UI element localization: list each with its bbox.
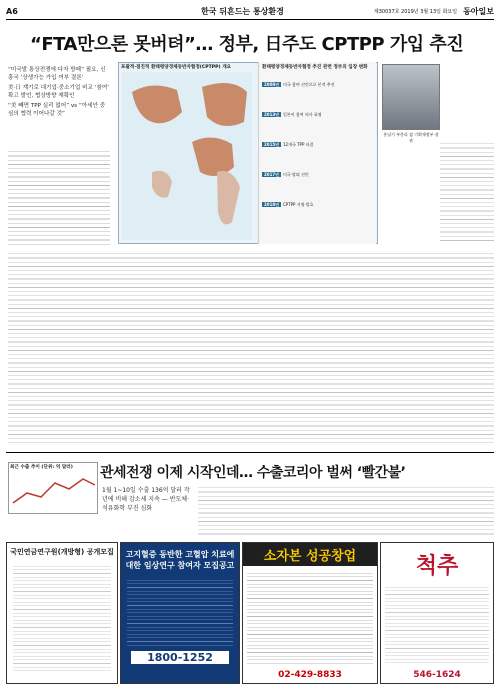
article-body	[8, 250, 494, 445]
page-header	[6, 4, 494, 20]
bullet-item: “미국발 통상전쟁에 다자 방패” 필요, 신흥국 ‘상생가능 가입 여부 결론’	[8, 67, 106, 81]
timeline-item: 2017년 미국 탈퇴 선언	[264, 172, 309, 177]
map-title: 포괄적·점진적 환태평양경제동반자협정(CPTPP) 개요	[121, 65, 232, 70]
ad-pension-research[interactable]: 국민연금연구원(개방형) 공개모집	[6, 542, 118, 684]
export-chart-svg	[9, 463, 99, 515]
section-title: 한국 뒤흔드는 통상환경	[201, 7, 284, 16]
bullet-item: “美 빼면 TPP 실리 없어” vs “아세안 중심의 협력 이어나갈 것”	[8, 103, 106, 117]
ad-clinical-trial[interactable]: 고지혈증 동반한 고혈압 치료에 대한 임상연구 참여자 모집공고 1800-1252	[120, 542, 240, 684]
issue-info: 제30037호 2019년 3월 13일 화요일	[373, 9, 458, 15]
main-headline: “FTA만으론 못버텨”… 정부, 日주도 CPTPP 가입 추진	[30, 34, 464, 55]
lead-text	[8, 148, 110, 246]
ad-spine-clinic[interactable]: 척추 546-1624	[380, 542, 494, 684]
world-map	[122, 72, 252, 240]
timeline-item: 2015년 12개국 TPP 타결	[264, 142, 314, 147]
chart-title: 최근 수출 추이 (단위: 억 달러)	[10, 465, 73, 470]
person-photo	[382, 64, 440, 130]
bullet-item: 美·日 계기로 대기업·중소기업 비교 ‘참여’ 확고 발언, 협상방향 재확인	[8, 85, 110, 99]
ad-startup[interactable]: 소자본 성공창업 02-429-8833	[242, 542, 378, 684]
section2-deck: 1월 1~10일 수출 136억 달러 작년에 비해 감소세 지속 — 반도체·석유화학 부진 심화	[102, 487, 190, 512]
section-divider	[6, 452, 494, 453]
section2-headline: 관세전쟁 이제 시작인데… 수출코리아 벌써 ‘빨간불’	[100, 465, 406, 481]
photo-caption: 홍남기 부총리 겸 기획재정부 장관	[383, 132, 439, 143]
export-line	[13, 479, 95, 503]
bullet-list	[8, 66, 110, 120]
timeline-item: 2018년 CPTPP 서명·발효	[264, 202, 314, 207]
timeline-item: 2013년 일본이 참여 의사 표명	[264, 112, 322, 117]
timeline-item: 2008년 미국 참여 선언으로 본격 추진	[264, 82, 335, 87]
paper-logo: 동아일보	[463, 7, 494, 16]
timeline-panel	[258, 62, 376, 244]
side-text	[440, 140, 494, 244]
page-number: A6	[6, 7, 18, 16]
timeline-title: 환태평양경제동반자협정 추진 관련 정부의 입장 변화	[262, 65, 368, 70]
section2-body	[198, 484, 494, 536]
